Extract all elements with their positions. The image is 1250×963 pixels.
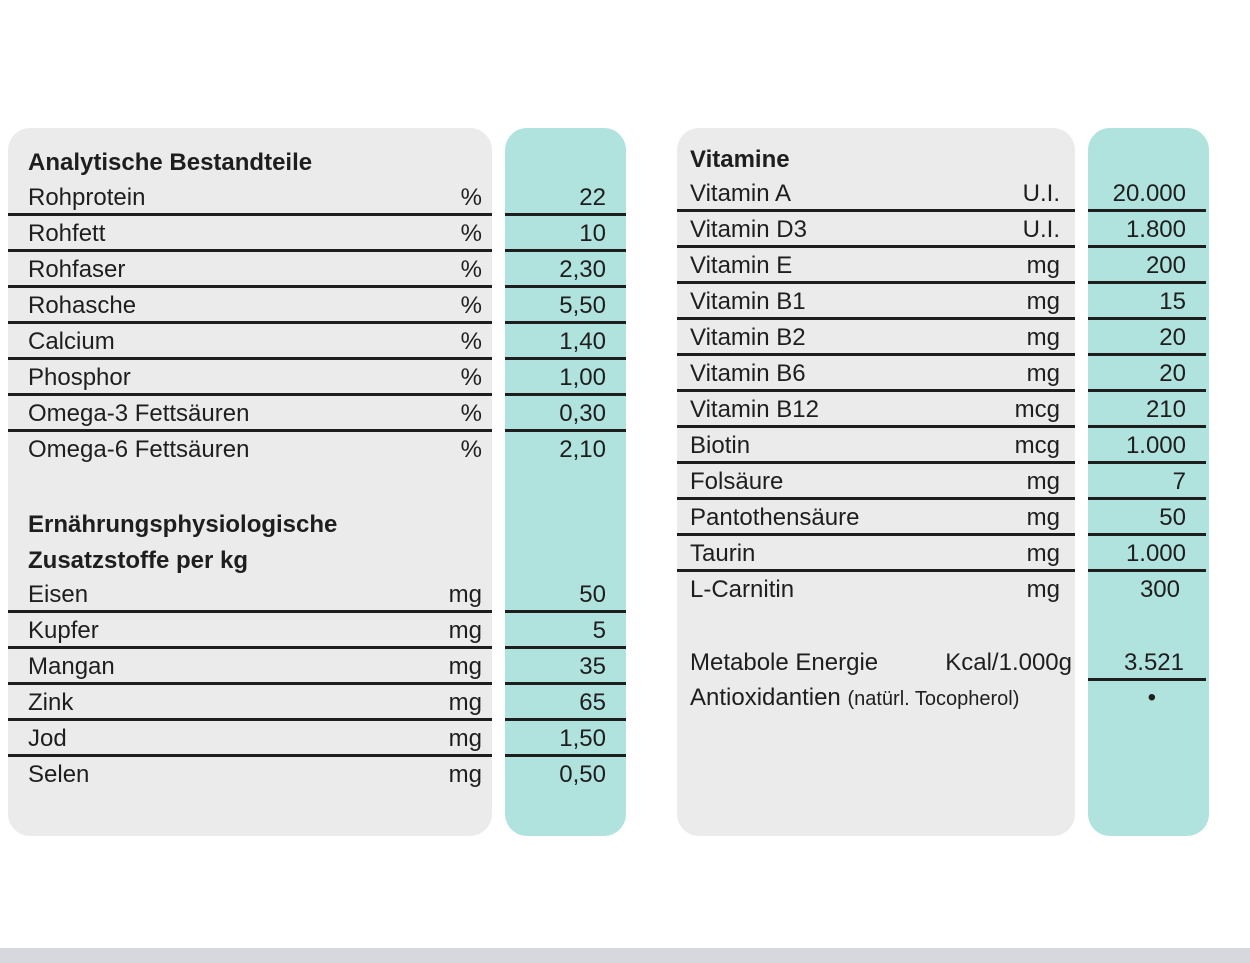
row-unit: U.I. [1022,180,1060,207]
row-label: Selen [28,761,90,788]
vitamin-value [1088,572,1206,608]
row-label: Vitamin B6 [690,360,806,387]
row-unit: mg [1026,540,1060,567]
vitamin-row [677,464,1075,500]
analytic-value [505,288,626,324]
analytic-row [8,324,492,360]
row-unit: % [460,220,482,247]
row-unit: mg [448,653,482,680]
vitamin-value [1088,536,1206,572]
row-value: 20 [1159,324,1186,351]
row-label: Vitamin D3 [690,216,807,243]
energy-row [677,645,1075,681]
analytic-row [8,360,492,396]
row-value: 22 [579,184,606,211]
row-unit: U.I. [1022,216,1060,243]
antioxidants-value: • [1147,684,1156,711]
vitamin-value [1088,500,1206,536]
row-unit: % [460,364,482,391]
analytic-value [505,180,626,216]
row-value: 1.000 [1125,432,1186,459]
row-value: 1.800 [1125,216,1186,243]
row-label: Rohprotein [28,184,146,211]
row-value: 20 [1159,360,1186,387]
additive-value [505,757,626,793]
vitamin-value [1088,356,1206,392]
analytic-heading: Analytische Bestandteile [28,149,313,176]
row-value: 20.000 [1112,180,1186,207]
vitamin-value [1088,212,1206,248]
vitamins-heading: Vitamine [690,146,790,173]
additive-row [8,721,492,757]
analytic-value [505,360,626,396]
analytic-row [8,396,492,432]
row-label: Vitamin A [690,180,791,207]
vitamin-value [1088,284,1206,320]
row-unit: mg [1026,576,1060,603]
row-unit: % [460,436,482,463]
row-label: Folsäure [690,468,784,495]
additive-value [505,613,626,649]
row-unit: mcg [1014,432,1060,459]
row-label: Calcium [28,328,115,355]
additive-row [8,649,492,685]
row-value: 1.000 [1125,540,1186,567]
analytic-value [505,324,626,360]
analytic-row [8,180,492,216]
row-label: Zink [28,689,74,716]
row-label: Pantothensäure [690,504,860,531]
analytic-value [505,396,626,432]
antioxidants-note: (natürl. Tocopherol) [847,688,1020,710]
energy-unit: Kcal/1.000g [945,649,1072,676]
additives-heading-line2: Zusatzstoffe per kg [28,547,249,574]
row-unit: mg [1026,504,1060,531]
vitamin-row [677,212,1075,248]
row-value: 210 [1145,396,1186,423]
row-unit: mg [1026,468,1060,495]
row-label: Kupfer [28,617,99,644]
row-label: Vitamin B1 [690,288,806,315]
bottom-bar [0,948,1250,963]
vitamin-row [677,356,1075,392]
row-value: 1,40 [559,328,606,355]
antioxidants-name: Antioxidantien [690,684,841,711]
analytic-value [505,216,626,252]
energy-value-cell [1088,645,1206,681]
row-unit: mg [1026,360,1060,387]
row-label: Rohfaser [28,256,126,283]
analytic-row [8,216,492,252]
row-value: 10 [579,220,606,247]
row-unit: mg [448,689,482,716]
energy-label: Metabole Energie [690,649,879,676]
energy-value: 3.521 [1123,649,1184,676]
vitamin-value [1088,464,1206,500]
row-unit: % [460,256,482,283]
additives-heading-line1: Ernährungsphysiologische [28,511,338,538]
vitamin-row [677,248,1075,284]
antioxidants-value-cell [1088,680,1206,716]
row-value: 1,50 [559,725,606,752]
row-label: Vitamin E [690,252,793,279]
row-label: Mangan [28,653,115,680]
vitamin-row [677,392,1075,428]
vitamin-row [677,176,1075,212]
row-value: 7 [1172,468,1186,495]
row-unit: mg [448,761,482,788]
row-unit: % [460,400,482,427]
vitamin-row [677,500,1075,536]
row-label: Omega-6 Fettsäuren [28,436,250,463]
row-value: 2,10 [559,436,606,463]
row-label: Vitamin B12 [690,396,819,423]
row-unit: mg [1026,324,1060,351]
row-unit: % [460,328,482,355]
vitamin-row [677,536,1075,572]
row-unit: mg [448,617,482,644]
vitamin-value [1088,320,1206,356]
row-label: Eisen [28,581,89,608]
row-value: 200 [1145,252,1186,279]
row-label: Vitamin B2 [690,324,806,351]
vitamin-value [1088,176,1206,212]
row-value: 50 [579,581,606,608]
antioxidants-row [677,680,1075,716]
row-unit: mg [448,725,482,752]
row-value: 65 [579,689,606,716]
additive-row [8,685,492,721]
additive-row [8,577,492,613]
vitamin-row [677,320,1075,356]
row-value: 300 [1139,576,1180,603]
vitamin-value [1088,392,1206,428]
additive-row [8,613,492,649]
vitamin-value [1088,428,1206,464]
analytic-value [505,432,626,468]
row-unit: mg [1026,252,1060,279]
additive-value [505,685,626,721]
row-value: 5 [592,617,606,644]
analytic-row [8,252,492,288]
analytic-row [8,288,492,324]
vitamin-row [677,284,1075,320]
row-value: 15 [1159,288,1186,315]
row-value: 50 [1159,504,1186,531]
row-value: 35 [579,653,606,680]
row-label: Phosphor [28,364,131,391]
additive-value [505,721,626,757]
row-unit: % [460,292,482,319]
row-label: Rohasche [28,292,137,319]
vitamin-row [677,428,1075,464]
row-value: 0,50 [559,761,606,788]
additive-value [505,577,626,613]
row-unit: mcg [1014,396,1060,423]
additive-value [505,649,626,685]
row-label: Omega-3 Fettsäuren [28,400,250,427]
row-unit: mg [1026,288,1060,315]
analytic-row [8,432,492,468]
row-label: Taurin [690,540,756,567]
vitamin-value [1088,248,1206,284]
vitamin-row [677,572,1075,608]
row-unit: mg [448,581,482,608]
additive-row [8,757,492,793]
row-value: 1,00 [559,364,606,391]
row-value: 5,50 [559,292,606,319]
row-label: Jod [28,725,67,752]
antioxidants-label [690,683,1019,714]
row-label: Biotin [690,432,751,459]
analytic-value [505,252,626,288]
row-label: Rohfett [28,220,106,247]
row-value: 0,30 [559,400,606,427]
row-value: 2,30 [559,256,606,283]
row-unit: % [460,184,482,211]
row-label: L-Carnitin [690,576,795,603]
